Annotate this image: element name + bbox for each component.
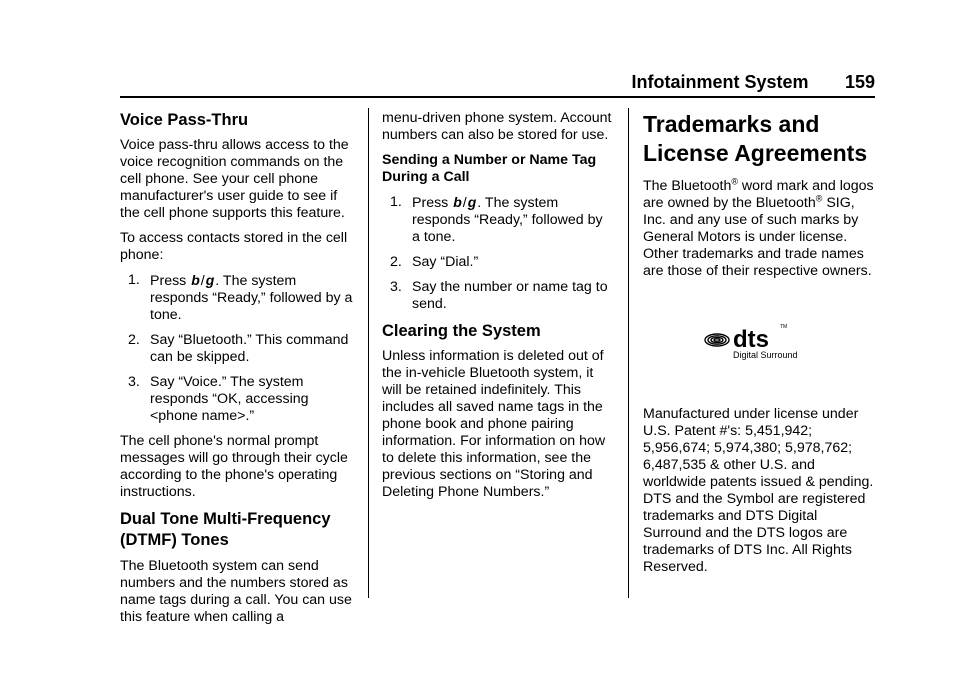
slash: / bbox=[462, 195, 467, 211]
dts-symbol-icon bbox=[705, 334, 729, 346]
slash: / bbox=[200, 273, 205, 289]
phone-call-icon: b bbox=[453, 194, 462, 210]
paragraph: The Bluetooth system can send numbers and the numbers stored as name tags during a call. You can use this feature when calling a bbox=[120, 558, 352, 625]
column-divider bbox=[628, 108, 629, 598]
list-item bbox=[382, 254, 612, 271]
dts-letters: dts bbox=[733, 326, 769, 353]
step-number: 1. bbox=[128, 272, 140, 288]
sending-number-subheading: Sending a Number or Name Tag During a Call bbox=[382, 152, 597, 185]
dtmf-heading: Dual Tone Multi-Frequency (DTMF) Tones bbox=[120, 510, 331, 549]
step-text: Say the number or name tag to send. bbox=[412, 279, 608, 312]
step-number: 1. bbox=[390, 194, 402, 210]
paragraph: To access contacts stored in the cell phone: bbox=[120, 230, 348, 263]
step-number: 3. bbox=[128, 374, 140, 390]
registered-mark: ® bbox=[815, 193, 823, 204]
step-number: 3. bbox=[390, 279, 402, 295]
column-3 bbox=[643, 110, 878, 584]
list-item bbox=[382, 194, 612, 246]
list-item bbox=[120, 374, 356, 425]
column-1 bbox=[120, 110, 356, 634]
phone-call-icon: b bbox=[191, 272, 200, 288]
dts-logo-graphic bbox=[703, 322, 813, 366]
step-number: 2. bbox=[390, 254, 402, 270]
dts-caption: Digital Surround bbox=[733, 350, 798, 360]
column-2 bbox=[382, 110, 612, 509]
trademarks-heading: Trademarks and License Agreements bbox=[643, 111, 868, 166]
step-text: . The system responds “Ready,” followed by a tone. bbox=[150, 273, 353, 323]
text-run: SIG, Inc. and any use of such marks by General Motors is under license. Other trademarks and trade names are those of their respective owners. bbox=[643, 195, 872, 279]
step-text: Say “Voice.” The system responds “OK, accessing <phone name>.” bbox=[150, 374, 309, 424]
page-number: 159 bbox=[844, 72, 875, 92]
list-item bbox=[120, 272, 356, 324]
step-number: 2. bbox=[128, 332, 140, 348]
step-text: Say “Bluetooth.” This command can be skipped. bbox=[150, 332, 349, 365]
section-title: Infotainment System bbox=[631, 72, 809, 92]
text-run: word mark and logos are owned by the Bluetooth bbox=[643, 178, 874, 211]
column-divider bbox=[368, 108, 369, 598]
paragraph: menu-driven phone system. Account numbers can also be stored for use. bbox=[382, 110, 612, 143]
paragraph: Voice pass-thru allows access to the voice recognition commands on the cell phone. See your cell phone manufacturer's user guide to see if the cell phone supports this feature. bbox=[120, 137, 349, 221]
trademark-paragraph bbox=[643, 178, 878, 280]
list-item bbox=[382, 279, 612, 313]
voice-recognition-icon: g bbox=[205, 272, 215, 288]
dts-logo bbox=[703, 322, 813, 366]
dts-tm: TM bbox=[780, 324, 788, 330]
page-header bbox=[120, 68, 875, 98]
paragraph: Unless information is deleted out of the in-vehicle Bluetooth system, it will be retained indefinitely. This includes all saved name tags in the phone book and phone pairing information. For information on how to delete this information, see the previous sections on “Storing and Deleting Phone Numbers.” bbox=[382, 348, 606, 500]
clearing-system-heading: Clearing the System bbox=[382, 322, 541, 340]
list-item bbox=[120, 332, 356, 366]
registered-mark: ® bbox=[731, 176, 738, 187]
voice-recognition-icon: g bbox=[467, 194, 477, 210]
dts-license-paragraph: Manufactured under license under U.S. Patent #'s: 5,451,942; 5,956,674; 5,974,380; 5,978,762; 6,487,535 & other U.S. and worldwide patents issued & pending. DTS and the Symbol are registered trademarks and DTS Digital Surround and the DTS logos are trademarks of DTS Inc. All Rights Reserved. bbox=[643, 406, 874, 575]
text-run: The Bluetooth bbox=[643, 178, 732, 194]
steps-list bbox=[382, 194, 612, 313]
steps-list bbox=[120, 272, 356, 425]
step-text: Press bbox=[412, 195, 449, 211]
voice-pass-thru-heading: Voice Pass-Thru bbox=[120, 111, 249, 129]
step-text: Press bbox=[150, 273, 187, 289]
paragraph: The cell phone's normal prompt messages will go through their cycle according to the phone's operating instructions. bbox=[120, 433, 348, 500]
step-text: Say “Dial.” bbox=[412, 254, 479, 270]
step-text: . The system responds “Ready,” followed by a tone. bbox=[412, 195, 603, 245]
